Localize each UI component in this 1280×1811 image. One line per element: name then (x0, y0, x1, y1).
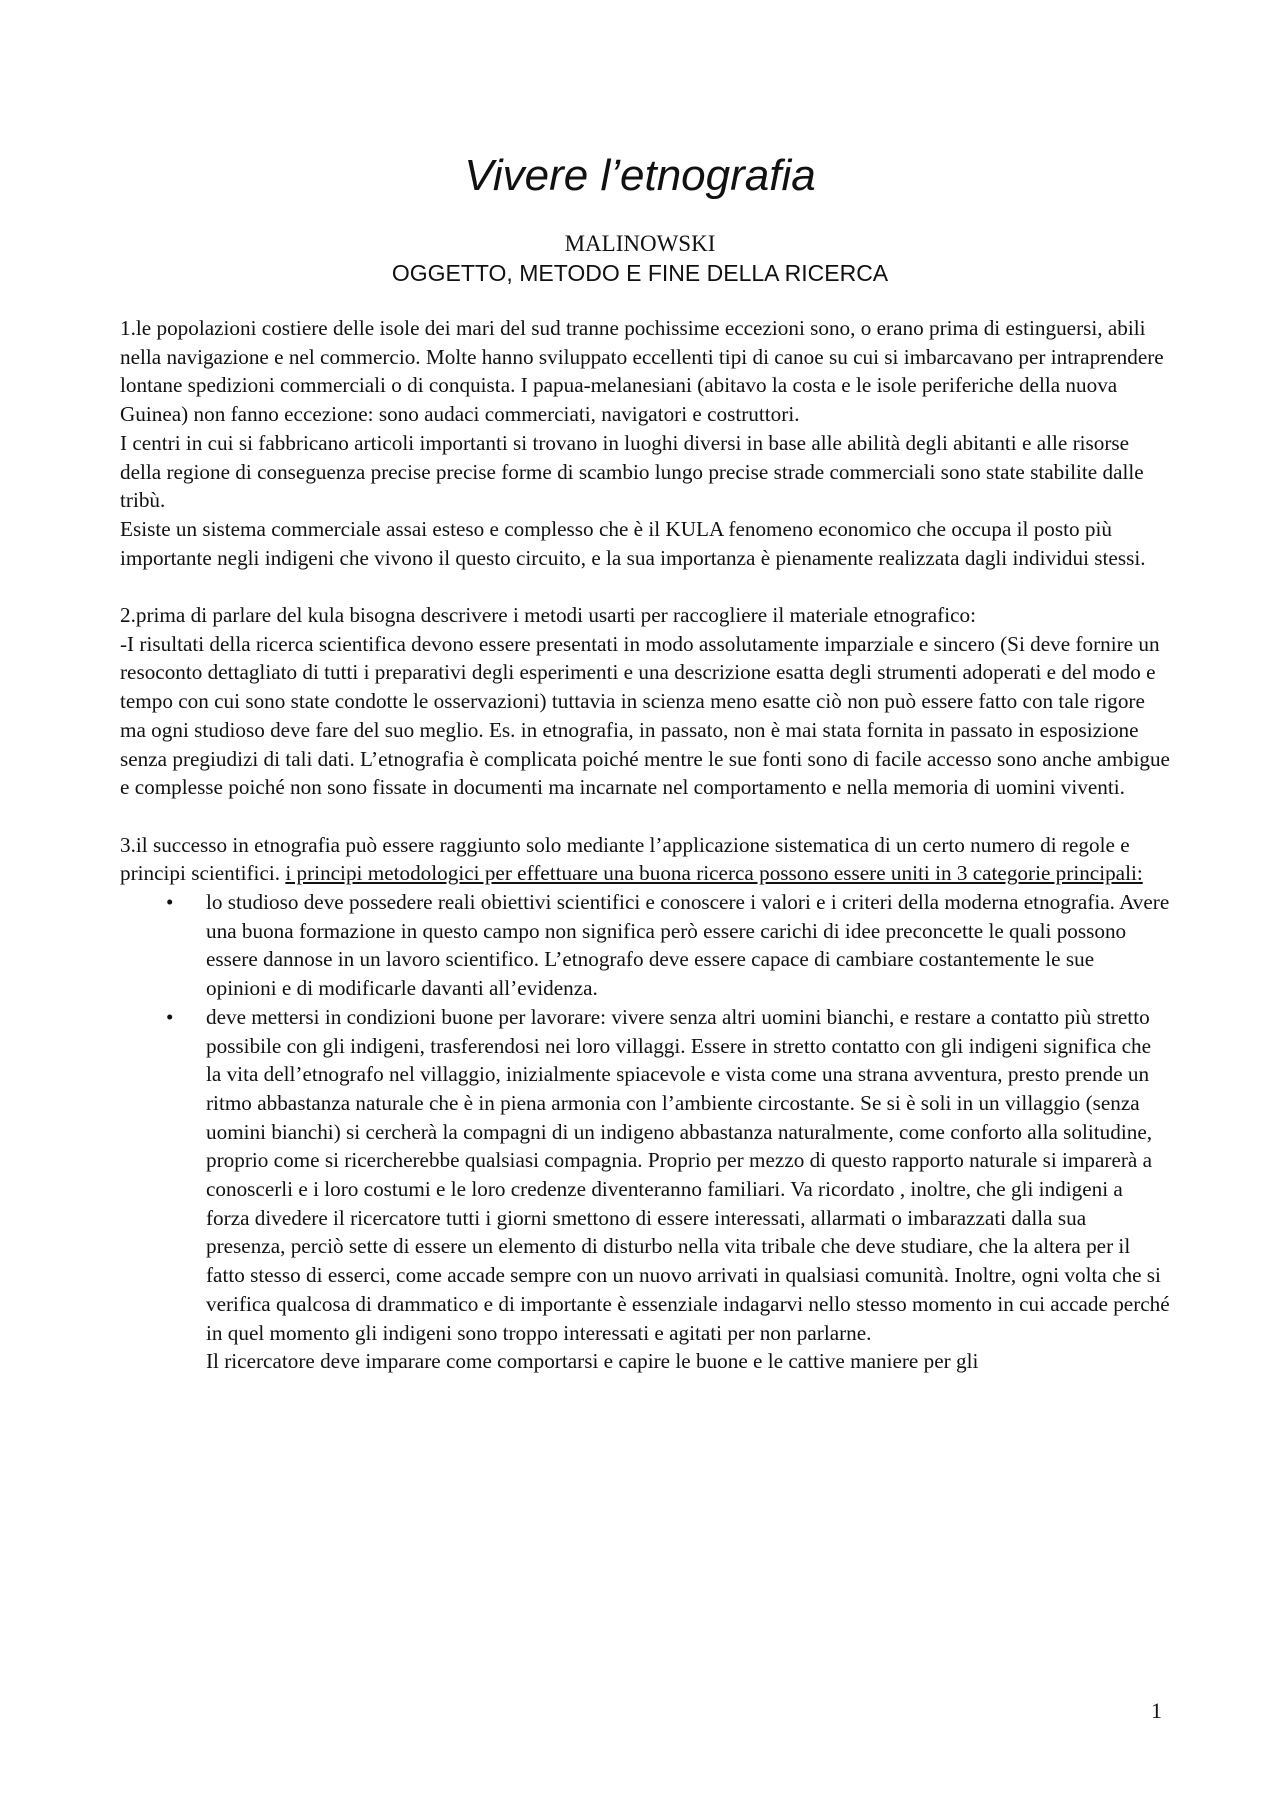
list-item-continuation-text: Il ricercatore deve imparare come comportarsi e capire le buone e le cattive maniere per gli (206, 1349, 979, 1374)
paragraph-2: I centri in cui si fabbricano articoli importanti si trovano in luoghi diversi in base alle abilità degli abitanti e alle risorse della regione di conseguenza precise precise forme di scambio lungo precise strade commerciali sono state stabilite dalle tribù. (120, 430, 1144, 513)
list-item-text: lo studioso deve possedere reali obiettivi scientifici e conoscere i valori e i criteri della moderna etnografia. Avere una buona formazione in questo campo non significa però essere carichi di idee preconcette le quali possono essere dannose in un lavoro scientifico. L’etnografo deve essere capace di cambiare costantemente le sue opinioni e di modificarle davanti all’evidenza. (206, 890, 1170, 1001)
list-item (120, 888, 1170, 1003)
paragraph-6 (120, 831, 1170, 888)
paragraph-1: 1.le popolazioni costiere delle isole dei mari del sud tranne pochissime eccezioni sono, o erano prima di estinguersi, abili nella navigazione e nel commercio. Molte hanno sviluppato eccellenti tipi di canoe su cui si imbarcavano per intraprendere lontane spedizioni commerciali o di conquista. I papua-melanesiani (abitavo la costa e le isole periferiche della nuova Guinea) non fanno eccezione: sono audaci commerciati, navigatori e costruttori. (120, 316, 1164, 427)
document-title: Vivere l’etnografia (464, 151, 816, 200)
page-number: 1 (1151, 1698, 1162, 1723)
paragraph-3: Esiste un sistema commerciale assai esteso e complesso che è il KULA fenomeno economico che occupa il posto più importante negli indigeni che vivono il questo circuito, e la sua importanza è pienamente realizzata dagli individui stessi. (120, 516, 1146, 570)
section-subtitle: OGGETTO, METODO E FINE DELLA RICERCA (391, 260, 889, 286)
author-name: MALINOWSKI (564, 231, 716, 256)
paragraph-gap (120, 572, 1170, 601)
bullet-icon: • (166, 890, 174, 915)
bullet-icon: • (166, 1004, 174, 1029)
list-item-text: deve mettersi in condizioni buone per lavorare: vivere senza altri uomini bianchi, e restare a contatto più stretto possibile con gli indigeni, trasferendosi nei loro villaggi. Essere in stretto contatto con gli indigeni significa che la vita dell’etnografo nel villaggio, inizialmente spiacevole e vista come una strana avventura, presto prende un ritmo abbastanza naturale che è in piena armonia con l’ambiente circostante. Se si è soli in un villaggio (senza uomini bianchi) si cercherà la compagni di un indigeno abbastanza naturalmente, come conforto alla solitudine, proprio come si ricercherebbe qualsiasi compagnia. Proprio per mezzo di questo rapporto naturale si imparerà a conoscerli e i loro costumi e le loro credenze diventeranno familiari. Va ricordato , inoltre, che gli indigeni a forza divedere il ricercatore tutti i giorni smettono di essere interessati, allarmati o imbarazzati dalla sua presenza, perciò sette di essere un elemento di disturbo nella vita tribale che deve studiare, che la altera per il fatto stesso di esserci, come accade sempre con un nuovo arrivati in qualsiasi comunità. Inoltre, ogni volta che si verifica qualcosa di drammatico e di importante è essenziale indagarvi nello stesso momento in cui accade perché in quel momento gli indigeni sono troppo interessati e agitati per non parlarne. (206, 1004, 1170, 1345)
list-item (120, 1003, 1170, 1347)
list-item-continuation (120, 1347, 1170, 1376)
principles-list (120, 888, 1170, 1376)
underlined-principles-text: i principi metodologici per effettuare una buona ricerca possono essere uniti in 3 categorie principali: (285, 861, 1143, 886)
paragraph-gap (120, 802, 1170, 831)
paragraph-4: 2.prima di parlare del kula bisogna descrivere i metodi usarti per raccogliere il materiale etnografico: (120, 603, 976, 628)
paragraph-6-text: 3.il successo in etnografia può essere raggiunto solo mediante l’applicazione sistematica di un certo numero di regole e principi scientifici. (120, 832, 1130, 886)
document-body (120, 314, 1170, 1376)
paragraph-5: -I risultati della ricerca scientifica devono essere presentati in modo assolutamente imparziale e sincero (Si deve fornire un resoconto dettagliato di tutti i preparativi degli esperimenti e una descrizione esatta degli strumenti adoperati e del modo e tempo con cui sono state condotte le osservazioni) tuttavia in scienza meno esatte ciò non può essere fatto con tale rigore ma ogni studioso deve fare del suo meglio. Es. in etnografia, in passato, non è mai stata fornita in passato in esposizione senza pregiudizi di tali dati. L’etnografia è complicata poiché mentre le sue fonti sono di facile accesso sono anche ambigue e complesse poiché non sono fissate in documenti ma incarnate nel comportamento e nella memoria di uomini viventi. (120, 631, 1170, 800)
